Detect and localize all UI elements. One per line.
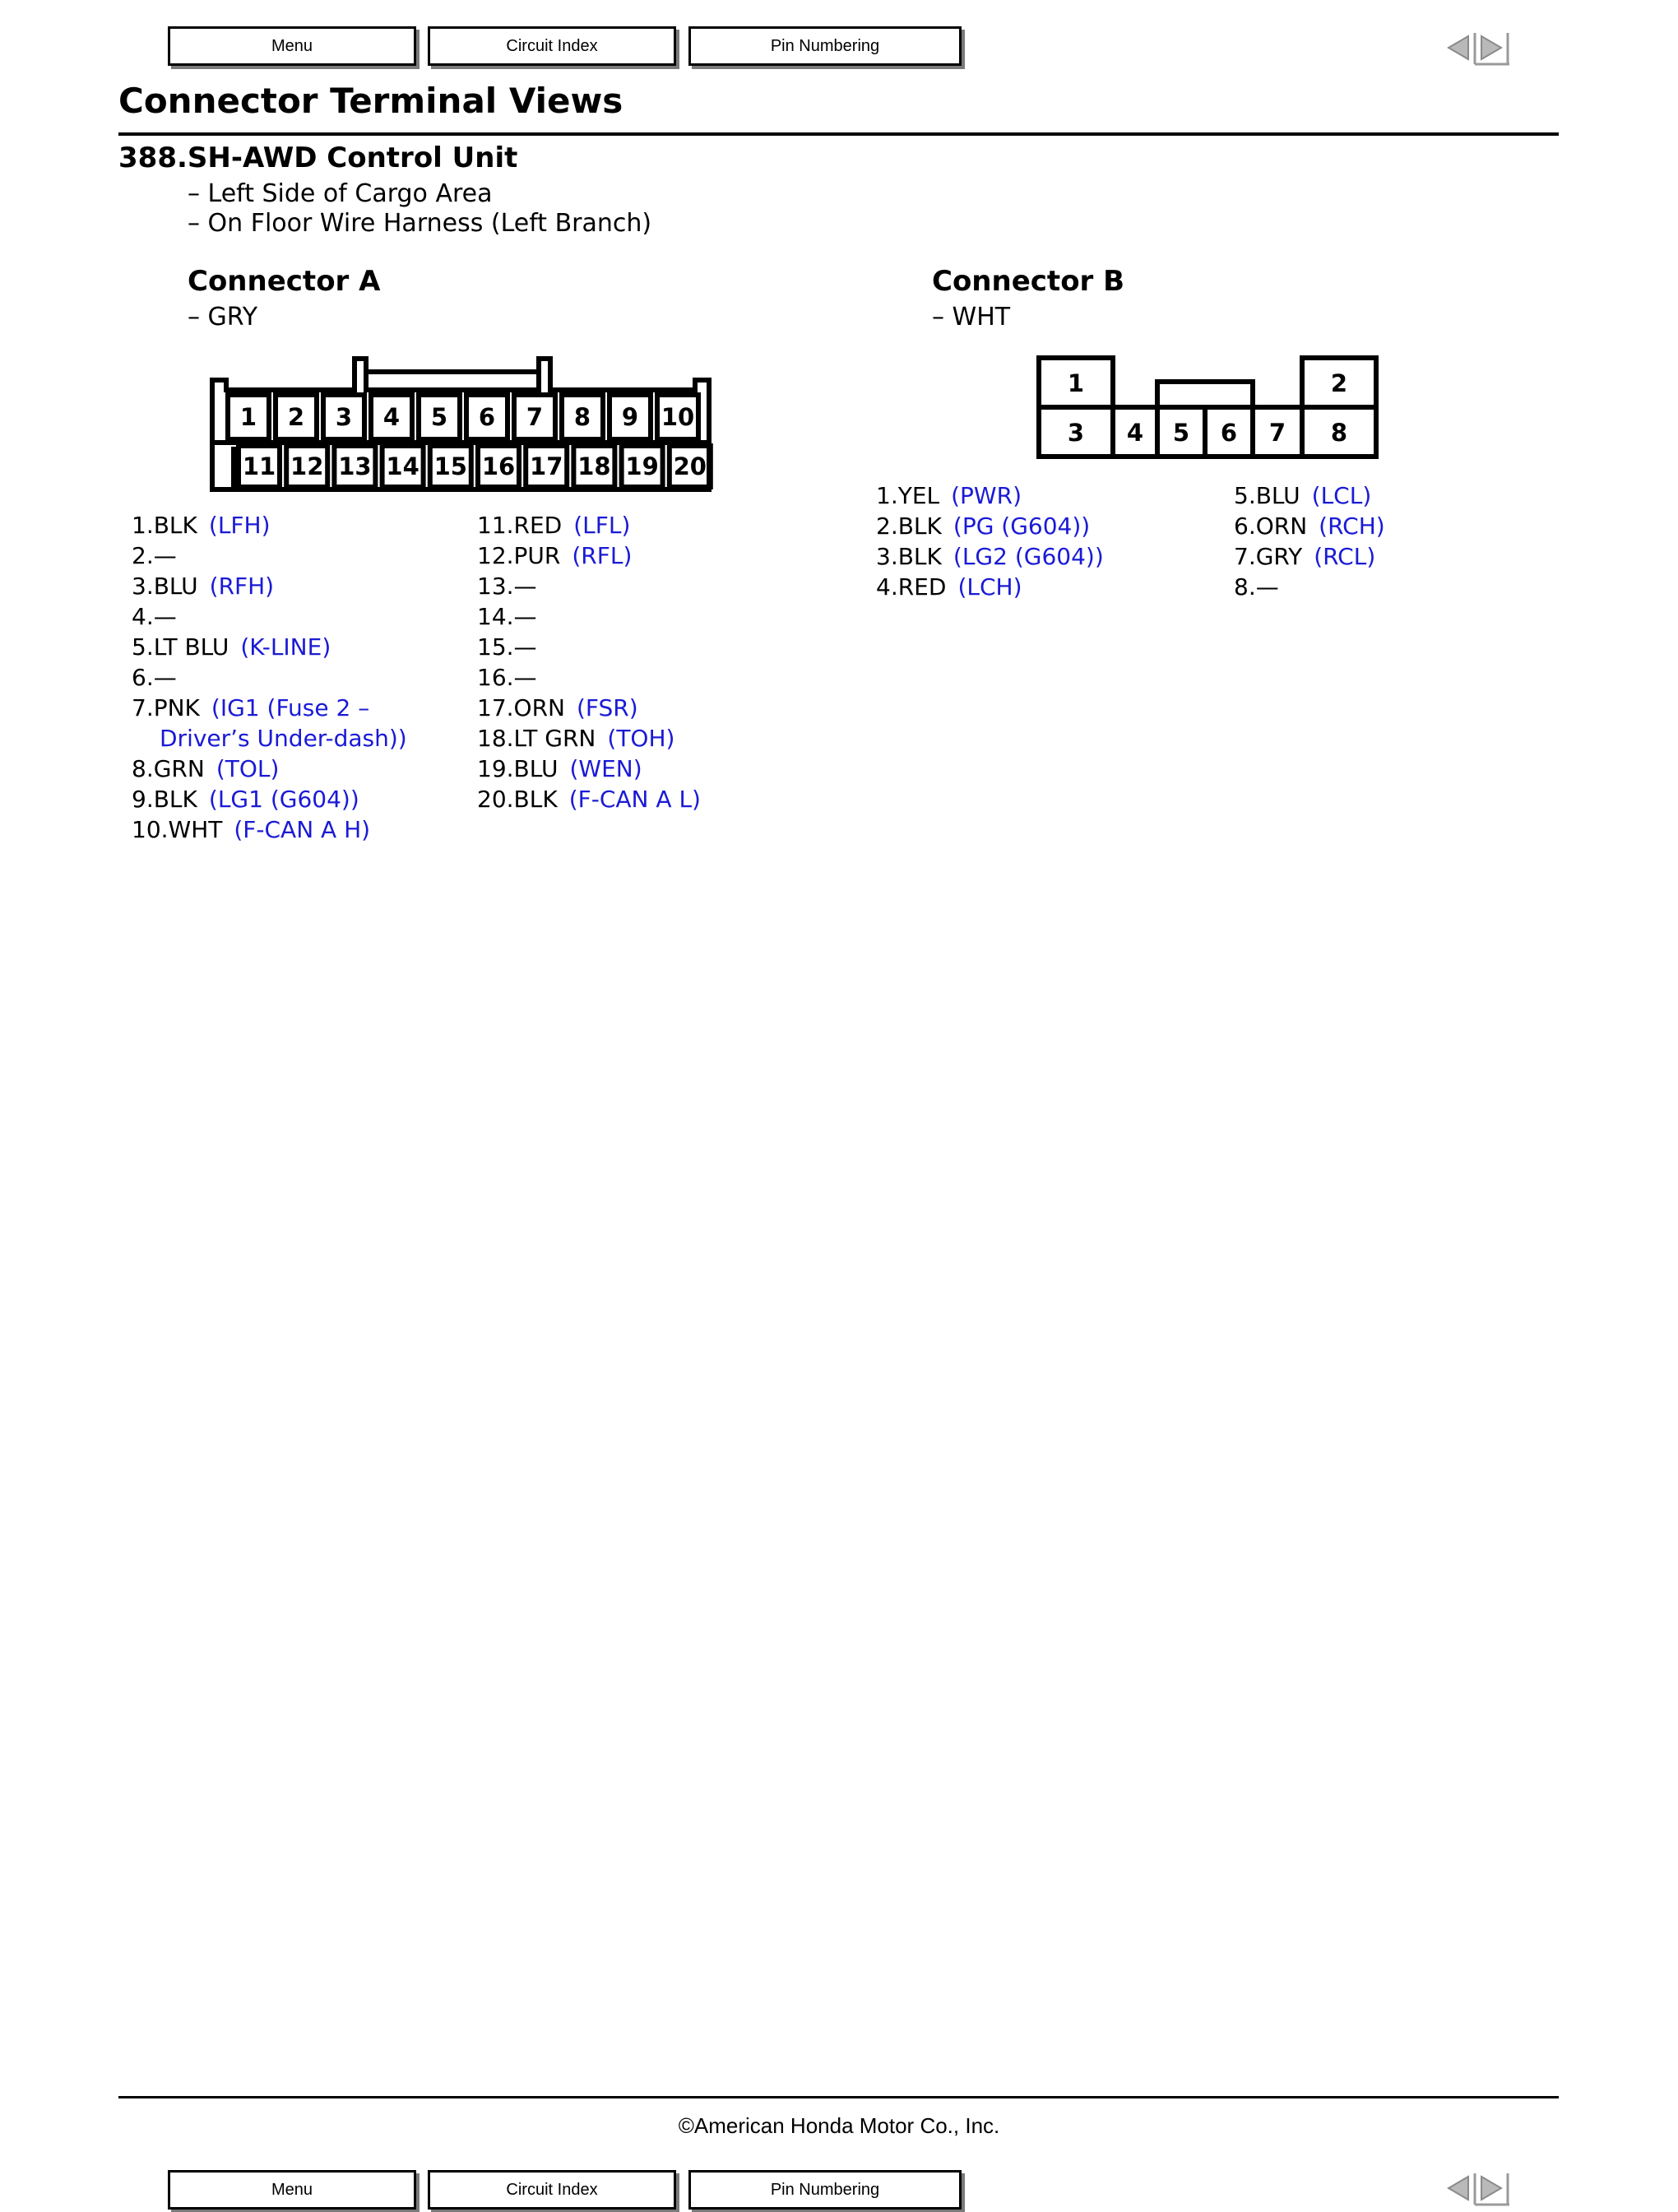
connector-a-pin-label: 9	[621, 403, 639, 431]
wire-color: PNK	[153, 694, 200, 721]
wire-color: BLK	[897, 512, 942, 540]
connector-b-pin-label: 2	[1330, 369, 1348, 397]
wire-color: —	[513, 633, 537, 661]
pin-number: 14.	[477, 603, 514, 630]
pin-row	[120, 632, 331, 662]
pin-row	[477, 632, 537, 662]
pin-row	[477, 723, 674, 754]
pin-row	[1234, 480, 1371, 511]
signal-name: (RCH)	[1319, 512, 1385, 540]
pin-number: 18.	[477, 725, 514, 752]
signal-name: (K-LINE)	[240, 633, 331, 661]
location-line-1: – Left Side of Cargo Area	[188, 179, 493, 208]
pin-number: 8.	[132, 755, 154, 782]
connector-b-pin-label: 1	[1067, 369, 1085, 397]
signal-name: (WEN)	[569, 755, 642, 782]
pin-row	[477, 693, 638, 723]
circuit-index-button-bottom[interactable]: Circuit Index	[428, 2170, 676, 2210]
signal-name: (PG (G604))	[953, 512, 1091, 540]
wire-color: —	[153, 603, 177, 630]
wire-color: BLK	[513, 786, 558, 813]
connector-a-diagram	[204, 352, 716, 494]
connector-b-pin-label: 6	[1220, 419, 1238, 447]
pin-row	[477, 662, 537, 693]
wire-color: BLK	[153, 512, 197, 539]
signal-name: (LG2 (G604))	[953, 543, 1104, 570]
title-divider	[118, 132, 1559, 136]
wire-color: BLU	[153, 573, 198, 600]
signal-name: (F-CAN A H)	[234, 816, 371, 843]
connector-b-pin-label: 8	[1330, 419, 1348, 447]
menu-button[interactable]: Menu	[168, 26, 416, 66]
wire-color: ORN	[513, 694, 565, 721]
pin-row	[120, 601, 177, 632]
pin-row	[477, 601, 537, 632]
signal-name: (RCL)	[1314, 543, 1376, 570]
wire-color: BLK	[897, 543, 942, 570]
connector-b-title: Connector B	[932, 265, 1125, 298]
pin-numbering-button-bottom[interactable]: Pin Numbering	[688, 2170, 962, 2210]
connector-a-pin-label: 4	[382, 403, 401, 431]
pin-number: 16.	[477, 664, 514, 691]
pin-number: 7.	[1234, 543, 1256, 570]
signal-name: (LG1 (G604))	[208, 786, 359, 813]
pin-row	[120, 510, 271, 540]
wire-color: —	[513, 664, 537, 691]
pin-row	[477, 571, 537, 601]
signal-name: (FSR)	[576, 694, 638, 721]
pin-number: 15.	[477, 633, 514, 661]
pin-number: 3.	[876, 543, 898, 570]
pin-row	[120, 784, 359, 814]
connector-a-pin-label: 14	[386, 452, 420, 480]
pin-row	[477, 540, 632, 571]
connector-a-pin-label: 7	[526, 403, 544, 431]
signal-name: (LFH)	[208, 512, 271, 539]
signal-name: (F-CAN A L)	[568, 786, 701, 813]
signal-name: (LCH)	[957, 573, 1022, 601]
signal-name: (RFH)	[209, 573, 275, 600]
pin-row	[1234, 541, 1375, 572]
signal-name: (IG1 (Fuse 2 –	[211, 694, 370, 721]
connector-a-pin-label: 10	[661, 403, 695, 431]
pin-row	[1234, 572, 1279, 602]
pin-row	[876, 541, 1104, 572]
page-title: Connector Terminal Views	[118, 81, 623, 121]
pin-row	[876, 480, 1022, 511]
pin-row	[120, 693, 369, 723]
wire-color: —	[153, 664, 177, 691]
wire-color: YEL	[897, 482, 940, 509]
pin-number: 2.	[132, 542, 154, 569]
connector-a-pin-label: 16	[481, 452, 516, 480]
connector-a-color: – GRY	[188, 303, 258, 332]
pin-number: 5.	[1234, 482, 1256, 509]
connector-b-pin-label: 4	[1126, 419, 1144, 447]
wire-color: BLK	[153, 786, 197, 813]
signal-name: (TOL)	[216, 755, 280, 782]
connector-b-diagram	[1036, 355, 1379, 459]
pin-number: 10.	[132, 816, 169, 843]
pin-number: 11.	[477, 512, 514, 539]
pin-numbering-button[interactable]: Pin Numbering	[688, 26, 962, 66]
pin-row	[120, 754, 279, 784]
wire-color: LT GRN	[513, 725, 596, 752]
wire-color: —	[153, 542, 177, 569]
signal-name: (RFL)	[572, 542, 633, 569]
pin-number: 8.	[1234, 573, 1256, 601]
connector-a-title: Connector A	[188, 265, 381, 298]
wire-color: RED	[897, 573, 947, 601]
pin-number: 20.	[477, 786, 514, 813]
pin-number: 4.	[876, 573, 898, 601]
connector-a-pin-label: 18	[577, 452, 611, 480]
copyright: ©American Honda Motor Co., Inc.	[678, 2113, 1000, 2138]
pin-number: 17.	[477, 694, 514, 721]
pin-row	[120, 662, 177, 693]
left-arrow-icon[interactable]	[1449, 2173, 1475, 2205]
signal-name: (PWR)	[951, 482, 1022, 509]
wire-color: GRY	[1255, 543, 1303, 570]
connector-a-pin-label: 11	[242, 452, 276, 480]
wire-color: GRN	[153, 755, 205, 782]
wire-color: BLU	[513, 755, 559, 782]
location-line-2: – On Floor Wire Harness (Left Branch)	[188, 209, 652, 238]
connector-a-pin-label: 5	[430, 403, 448, 431]
wire-color: BLU	[1255, 482, 1300, 509]
wire-color: ORN	[1255, 512, 1308, 540]
pin-number: 13.	[477, 573, 514, 600]
right-arrow-icon[interactable]	[1475, 2173, 1509, 2205]
circuit-index-button[interactable]: Circuit Index	[428, 26, 676, 66]
connector-a-pin-label: 15	[433, 452, 467, 480]
pin-number: 7.	[132, 694, 154, 721]
pin-row	[876, 511, 1090, 541]
pin-number: 6.	[1234, 512, 1256, 540]
pin-number: 9.	[132, 786, 154, 813]
wire-color: WHT	[168, 816, 223, 843]
connector-a-pin-label: 12	[290, 452, 324, 480]
connector-a-pin-label: 2	[287, 403, 305, 431]
pin-row	[1234, 511, 1385, 541]
left-arrow-icon[interactable]	[1449, 33, 1475, 64]
pin-number: 2.	[876, 512, 898, 540]
wire-color: LT BLU	[153, 633, 229, 661]
signal-name: (LFL)	[573, 512, 631, 539]
page-arrows-bottom	[1444, 2168, 1513, 2206]
connector-a-pin-label: 1	[239, 403, 257, 431]
connector-a-pin-label: 19	[625, 452, 659, 480]
connector-a-pin-label: 3	[335, 403, 353, 431]
pin-row	[477, 784, 701, 814]
signal-name: (TOH)	[607, 725, 675, 752]
connector-b-pin-label: 5	[1172, 419, 1190, 447]
menu-button-bottom[interactable]: Menu	[168, 2170, 416, 2210]
connector-a-pin-label: 20	[673, 452, 707, 480]
signal-name: (LCL)	[1311, 482, 1372, 509]
pin-row	[120, 571, 274, 601]
pin-row	[477, 754, 642, 784]
footer-divider	[118, 2096, 1559, 2098]
page-arrows	[1444, 28, 1513, 66]
right-arrow-icon[interactable]	[1475, 33, 1509, 64]
pin-number: 1.	[132, 512, 154, 539]
pin-number: 1.	[876, 482, 898, 509]
pin-row	[477, 510, 630, 540]
wire-color: —	[1255, 573, 1279, 601]
wire-color: PUR	[513, 542, 561, 569]
wire-color: —	[513, 603, 537, 630]
pin-number: 5.	[132, 633, 154, 661]
connector-b-pin-label: 7	[1268, 419, 1286, 447]
connector-b-color: – WHT	[932, 303, 1011, 332]
wire-color: —	[513, 573, 537, 600]
connector-a-pin-label: 13	[338, 452, 372, 480]
wire-color: RED	[513, 512, 563, 539]
pin-row	[876, 572, 1022, 602]
pin-number: 12.	[477, 542, 514, 569]
pin-row	[120, 814, 370, 845]
pin-number: 6.	[132, 664, 154, 691]
connector-b-pin-label: 3	[1067, 419, 1085, 447]
pin-row	[120, 540, 177, 571]
pin-number: 19.	[477, 755, 514, 782]
pin-number: 3.	[132, 573, 154, 600]
signal-name-continued: Driver’s Under-dash))	[160, 725, 407, 752]
component-title: 388.SH-AWD Control Unit	[118, 141, 518, 174]
connector-a-pin-label: 17	[530, 452, 563, 480]
pin-number: 4.	[132, 603, 154, 630]
connector-a-pin-label: 6	[478, 403, 496, 431]
connector-a-pin-label: 8	[573, 403, 591, 431]
